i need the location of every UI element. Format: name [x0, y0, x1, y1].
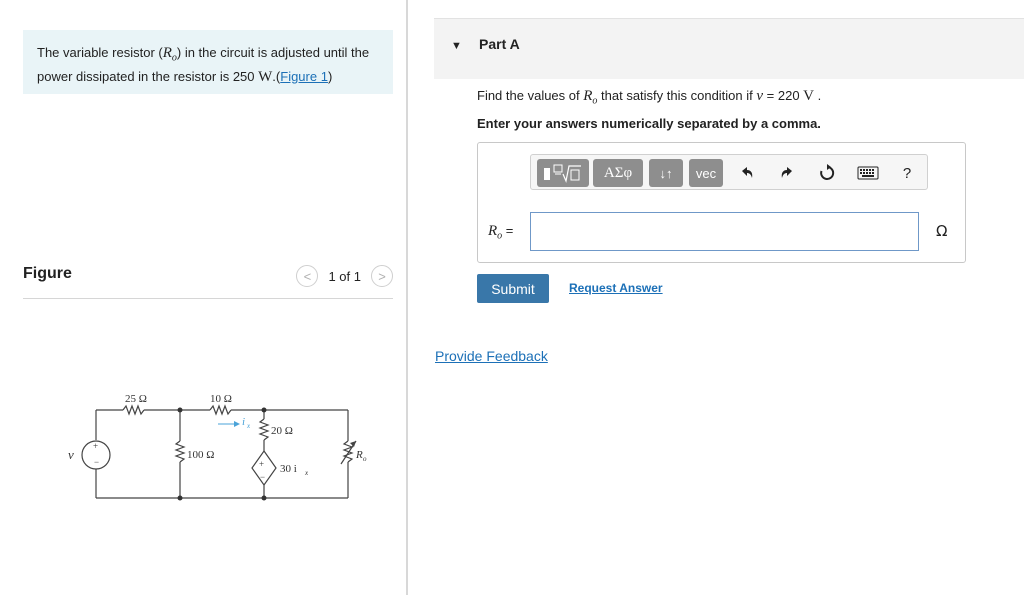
r3-label: 100 Ω	[187, 449, 215, 461]
provide-feedback-link[interactable]: Provide Feedback	[435, 348, 548, 364]
arrows-button[interactable]: ↓↑	[649, 159, 683, 187]
redo-icon[interactable]	[777, 161, 797, 185]
question-text-4: .	[814, 88, 822, 103]
dep-source-sub: x	[305, 469, 309, 477]
chevron-left-icon: <	[303, 268, 312, 284]
r2-label: 10 Ω	[210, 393, 232, 405]
ro-sub: o	[363, 455, 367, 463]
part-title: Part A	[479, 36, 520, 52]
figure-link[interactable]: Figure 1	[280, 68, 328, 84]
request-answer-link[interactable]: Request Answer	[569, 281, 663, 295]
question-text-2: that satisfy this condition if	[597, 88, 757, 103]
question-var-sub: o	[592, 95, 598, 107]
answer-box	[477, 142, 966, 263]
keyboard-icon[interactable]	[855, 161, 881, 185]
svg-text:−: −	[94, 457, 100, 467]
problem-var-sub: o	[171, 52, 177, 64]
problem-text-2: ) in the circuit is adjusted until the power dissipated in the resistor is 250	[37, 45, 370, 84]
problem-text-1: The variable resistor (	[37, 45, 163, 60]
question-v: v	[756, 88, 764, 104]
dep-source-label: 30 i	[280, 463, 297, 475]
current-label: i	[242, 416, 246, 428]
answer-label-eq: =	[502, 223, 514, 238]
left-panel	[0, 0, 407, 595]
help-icon[interactable]: ?	[902, 164, 912, 182]
figure-title: Figure	[23, 265, 72, 282]
right-panel	[408, 0, 1024, 595]
templates-icon	[541, 162, 585, 184]
next-figure-button[interactable]	[371, 265, 393, 287]
chevron-right-icon: >	[378, 268, 386, 284]
svg-text:+: +	[259, 459, 265, 469]
reset-icon[interactable]	[817, 161, 837, 185]
submit-button[interactable]: Submit	[477, 274, 549, 303]
answer-label-var: R	[488, 223, 498, 239]
r4-label: 20 Ω	[271, 425, 293, 437]
question-text	[477, 88, 821, 107]
pager-count: 1 of 1	[328, 268, 361, 284]
answer-input[interactable]	[530, 212, 919, 251]
problem-text-4: )	[327, 68, 333, 84]
circuit-diagram	[50, 385, 370, 510]
vec-button[interactable]: vec	[689, 159, 723, 187]
source-label: v	[68, 447, 74, 462]
part-header[interactable]	[434, 18, 1024, 79]
problem-var: R	[162, 45, 172, 61]
r1-label: 25 Ω	[125, 393, 147, 405]
current-sub: x	[247, 422, 251, 430]
problem-unit: W	[258, 68, 273, 85]
templates-button[interactable]	[537, 159, 589, 187]
ro-label: R	[356, 449, 363, 461]
question-text-3: = 220	[763, 88, 804, 103]
question-unit: V	[803, 88, 815, 104]
greek-button[interactable]: ΑΣφ	[593, 159, 643, 187]
undo-icon[interactable]	[737, 161, 757, 185]
problem-text-3: .(	[272, 68, 281, 84]
svg-text:−: −	[260, 472, 266, 482]
collapse-caret-icon[interactable]: ▼	[451, 40, 462, 52]
answer-unit: Ω	[936, 222, 948, 240]
question-var: R	[583, 88, 593, 104]
answer-label-sub: o	[497, 230, 503, 242]
question-text-1: Find the values of	[477, 88, 584, 103]
figure-header	[23, 262, 393, 299]
answer-label	[488, 223, 513, 242]
figure-pager	[296, 265, 393, 287]
math-toolbar	[530, 154, 928, 190]
prev-figure-button[interactable]	[296, 265, 318, 287]
svg-text:+: +	[93, 441, 99, 451]
instruction-text: Enter your answers numerically separated by a comma.	[477, 116, 821, 131]
problem-statement	[23, 30, 393, 94]
